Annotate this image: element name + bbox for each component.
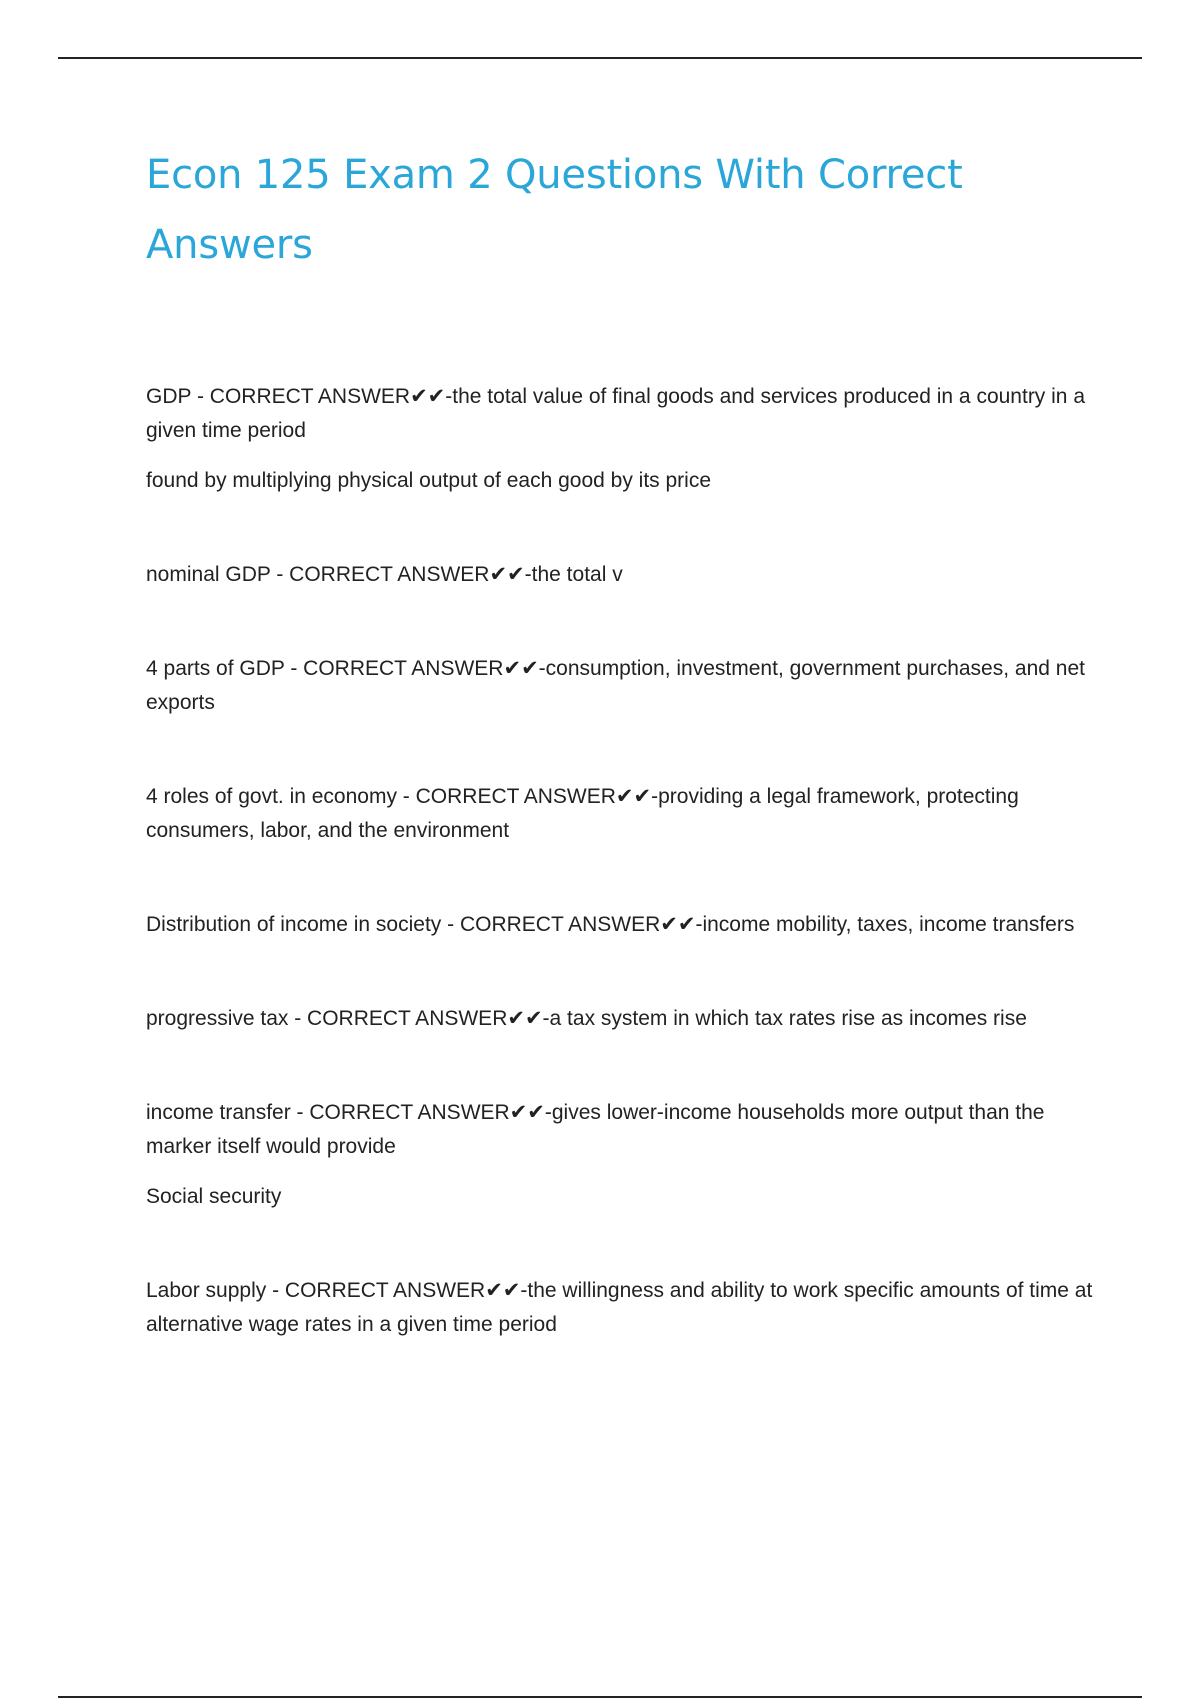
qa-entry [146, 1002, 1096, 1036]
qa-line: Social security [146, 1185, 282, 1208]
qa-line: Distribution of income in society - CORRECT ANSWER✔✔-income mobility, taxes, income transfers [146, 913, 1075, 936]
qa-line: income transfer - CORRECT ANSWER✔✔-gives lower-income households more output than the marker itself would provide [146, 1101, 1045, 1158]
qa-entry [146, 1274, 1096, 1342]
qa-entry [146, 908, 1096, 942]
qa-entry [146, 1096, 1096, 1214]
qa-line: nominal GDP - CORRECT ANSWER✔✔-the total v [146, 563, 623, 586]
qa-line: 4 roles of govt. in economy - CORRECT ANSWER✔✔-providing a legal framework, protecting consumers, labor, and the environment [146, 785, 1019, 842]
qa-line: GDP - CORRECT ANSWER✔✔-the total value of final goods and services produced in a country in a given time period [146, 385, 1086, 442]
qa-entry [146, 652, 1096, 720]
qa-line: 4 parts of GDP - CORRECT ANSWER✔✔-consumption, investment, government purchases, and net exports [146, 657, 1085, 714]
document-title: Econ 125 Exam 2 Questions With Correct Answers [146, 152, 963, 268]
qa-entry [146, 558, 1096, 592]
qa-line: found by multiplying physical output of each good by its price [146, 469, 712, 492]
top-rule [58, 57, 1142, 59]
qa-entry [146, 780, 1096, 848]
qa-list [146, 380, 1096, 1342]
qa-entry [146, 380, 1096, 498]
bottom-rule [58, 1696, 1142, 1698]
qa-line: Labor supply - CORRECT ANSWER✔✔-the willingness and ability to work specific amounts of time at alternative wage rates in a given time period [146, 1279, 1093, 1336]
qa-line: progressive tax - CORRECT ANSWER✔✔-a tax system in which tax rates rise as incomes rise [146, 1007, 1027, 1030]
document-body [146, 140, 1096, 1402]
